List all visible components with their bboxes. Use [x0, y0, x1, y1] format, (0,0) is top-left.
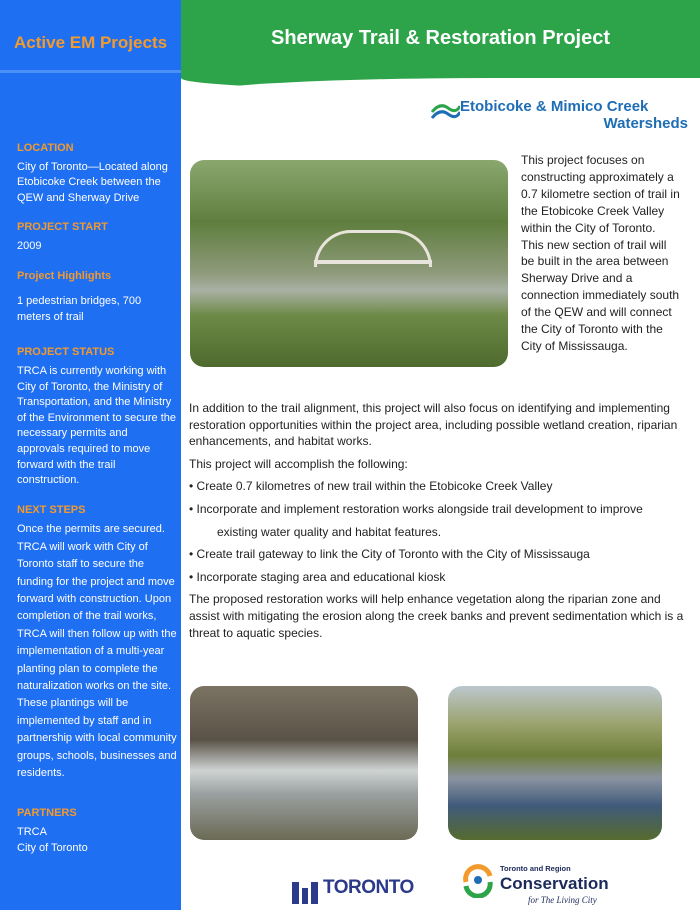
- location-text: City of Toronto—Located along Etobicoke Creek between the QEW and Sherway Drive: [17, 160, 168, 204]
- city-hall-icon: [290, 874, 320, 904]
- intro-paragraph: This project focuses on constructing approximately a 0.7 kilometre section of trail in the Etobicoke Creek Valley within the City of Toronto. This new section of trail will be built in the area between Sherway Drive and a connection immediately south of the QEW and will connect the City of Toronto with the City of Mississauga.: [521, 153, 680, 353]
- list-item: • Incorporate and implement restoration works alongside trail development to improve: [189, 501, 643, 516]
- bridge-photo: [190, 160, 508, 367]
- watershed-logo-line1: Etobicoke & Mimico Creek: [460, 98, 649, 115]
- toronto-logo-text: TORONTO: [323, 877, 414, 898]
- trca-small-text: Toronto and Region: [500, 864, 571, 873]
- main-body: [189, 400, 689, 641]
- highlights-text: 1 pedestrian bridges, 700 meters of trail: [17, 295, 142, 323]
- creek-photo-1: [190, 686, 418, 840]
- wave-icon: [430, 100, 460, 122]
- list-item: • Create trail gateway to link the City of Toronto with the City of Mississauga: [189, 547, 590, 562]
- watershed-logo: [430, 98, 688, 138]
- status-heading: PROJECT STATUS: [17, 346, 115, 359]
- sidebar-divider: [0, 70, 181, 73]
- trca-logo: [460, 862, 620, 908]
- start-text: 2009: [17, 239, 42, 252]
- partner-item: City of Toronto: [17, 841, 88, 854]
- creek-photo-2: [448, 686, 662, 840]
- sidebar-content: [17, 141, 177, 856]
- list-item: • Create 0.7 kilometres of new trail within the Etobicoke Creek Valley: [189, 479, 553, 494]
- sidebar: [0, 0, 181, 910]
- trca-tagline: for The Living City: [528, 895, 597, 905]
- bridge-deck: [314, 260, 432, 264]
- partners-heading: PARTNERS: [17, 807, 77, 820]
- status-text: TRCA is currently working with City of Toronto, the Ministry of Transportation, and the Ministry of the Environment to secure the necessary permits and approvals required to move forward with the trail construction.: [17, 364, 176, 487]
- toronto-logo: [290, 872, 420, 906]
- start-heading: PROJECT START: [17, 221, 108, 234]
- paragraph: In addition to the trail alignment, this project will also focus on identifying and implementing restoration opportunities within the project area, including possible wetland creation, riparian enhancements, and habitat works.: [189, 401, 678, 449]
- sidebar-title: Active EM Projects: [14, 33, 168, 52]
- partner-item: TRCA: [17, 825, 47, 838]
- bullet-list: [189, 478, 689, 585]
- trca-emblem-icon: [460, 862, 496, 898]
- paragraph: The proposed restoration works will help enhance vegetation along the riparian zone and assist with mitigating the erosion along the creek banks and prevent sedimentation which is a threat to aquatic species.: [189, 592, 684, 640]
- next-steps-heading: NEXT STEPS: [17, 503, 86, 516]
- watershed-logo-line2: Watersheds: [603, 115, 688, 132]
- trca-big-text: Conservation: [500, 874, 609, 893]
- highlights-heading: Project Highlights: [17, 269, 112, 282]
- list-item: • Incorporate staging area and educational kiosk: [189, 569, 446, 584]
- paragraph: This project will accomplish the following:: [189, 456, 408, 471]
- page-title: Sherway Trail & Restoration Project: [271, 27, 610, 49]
- list-item: existing water quality and habitat features.: [217, 524, 442, 539]
- location-heading: LOCATION: [17, 142, 74, 154]
- next-steps-text: Once the permits are secured. TRCA will work with City of Toronto staff to secure the funding for the project and move forward with construction. Upon completion of the trail works, TRCA will then follow up with the implementation of a multi-year planting plan to complete the naturalization works on the site. These plantings will be implemented by staff and in partnership with local community groups, schools, businesses and residents.: [17, 523, 177, 779]
